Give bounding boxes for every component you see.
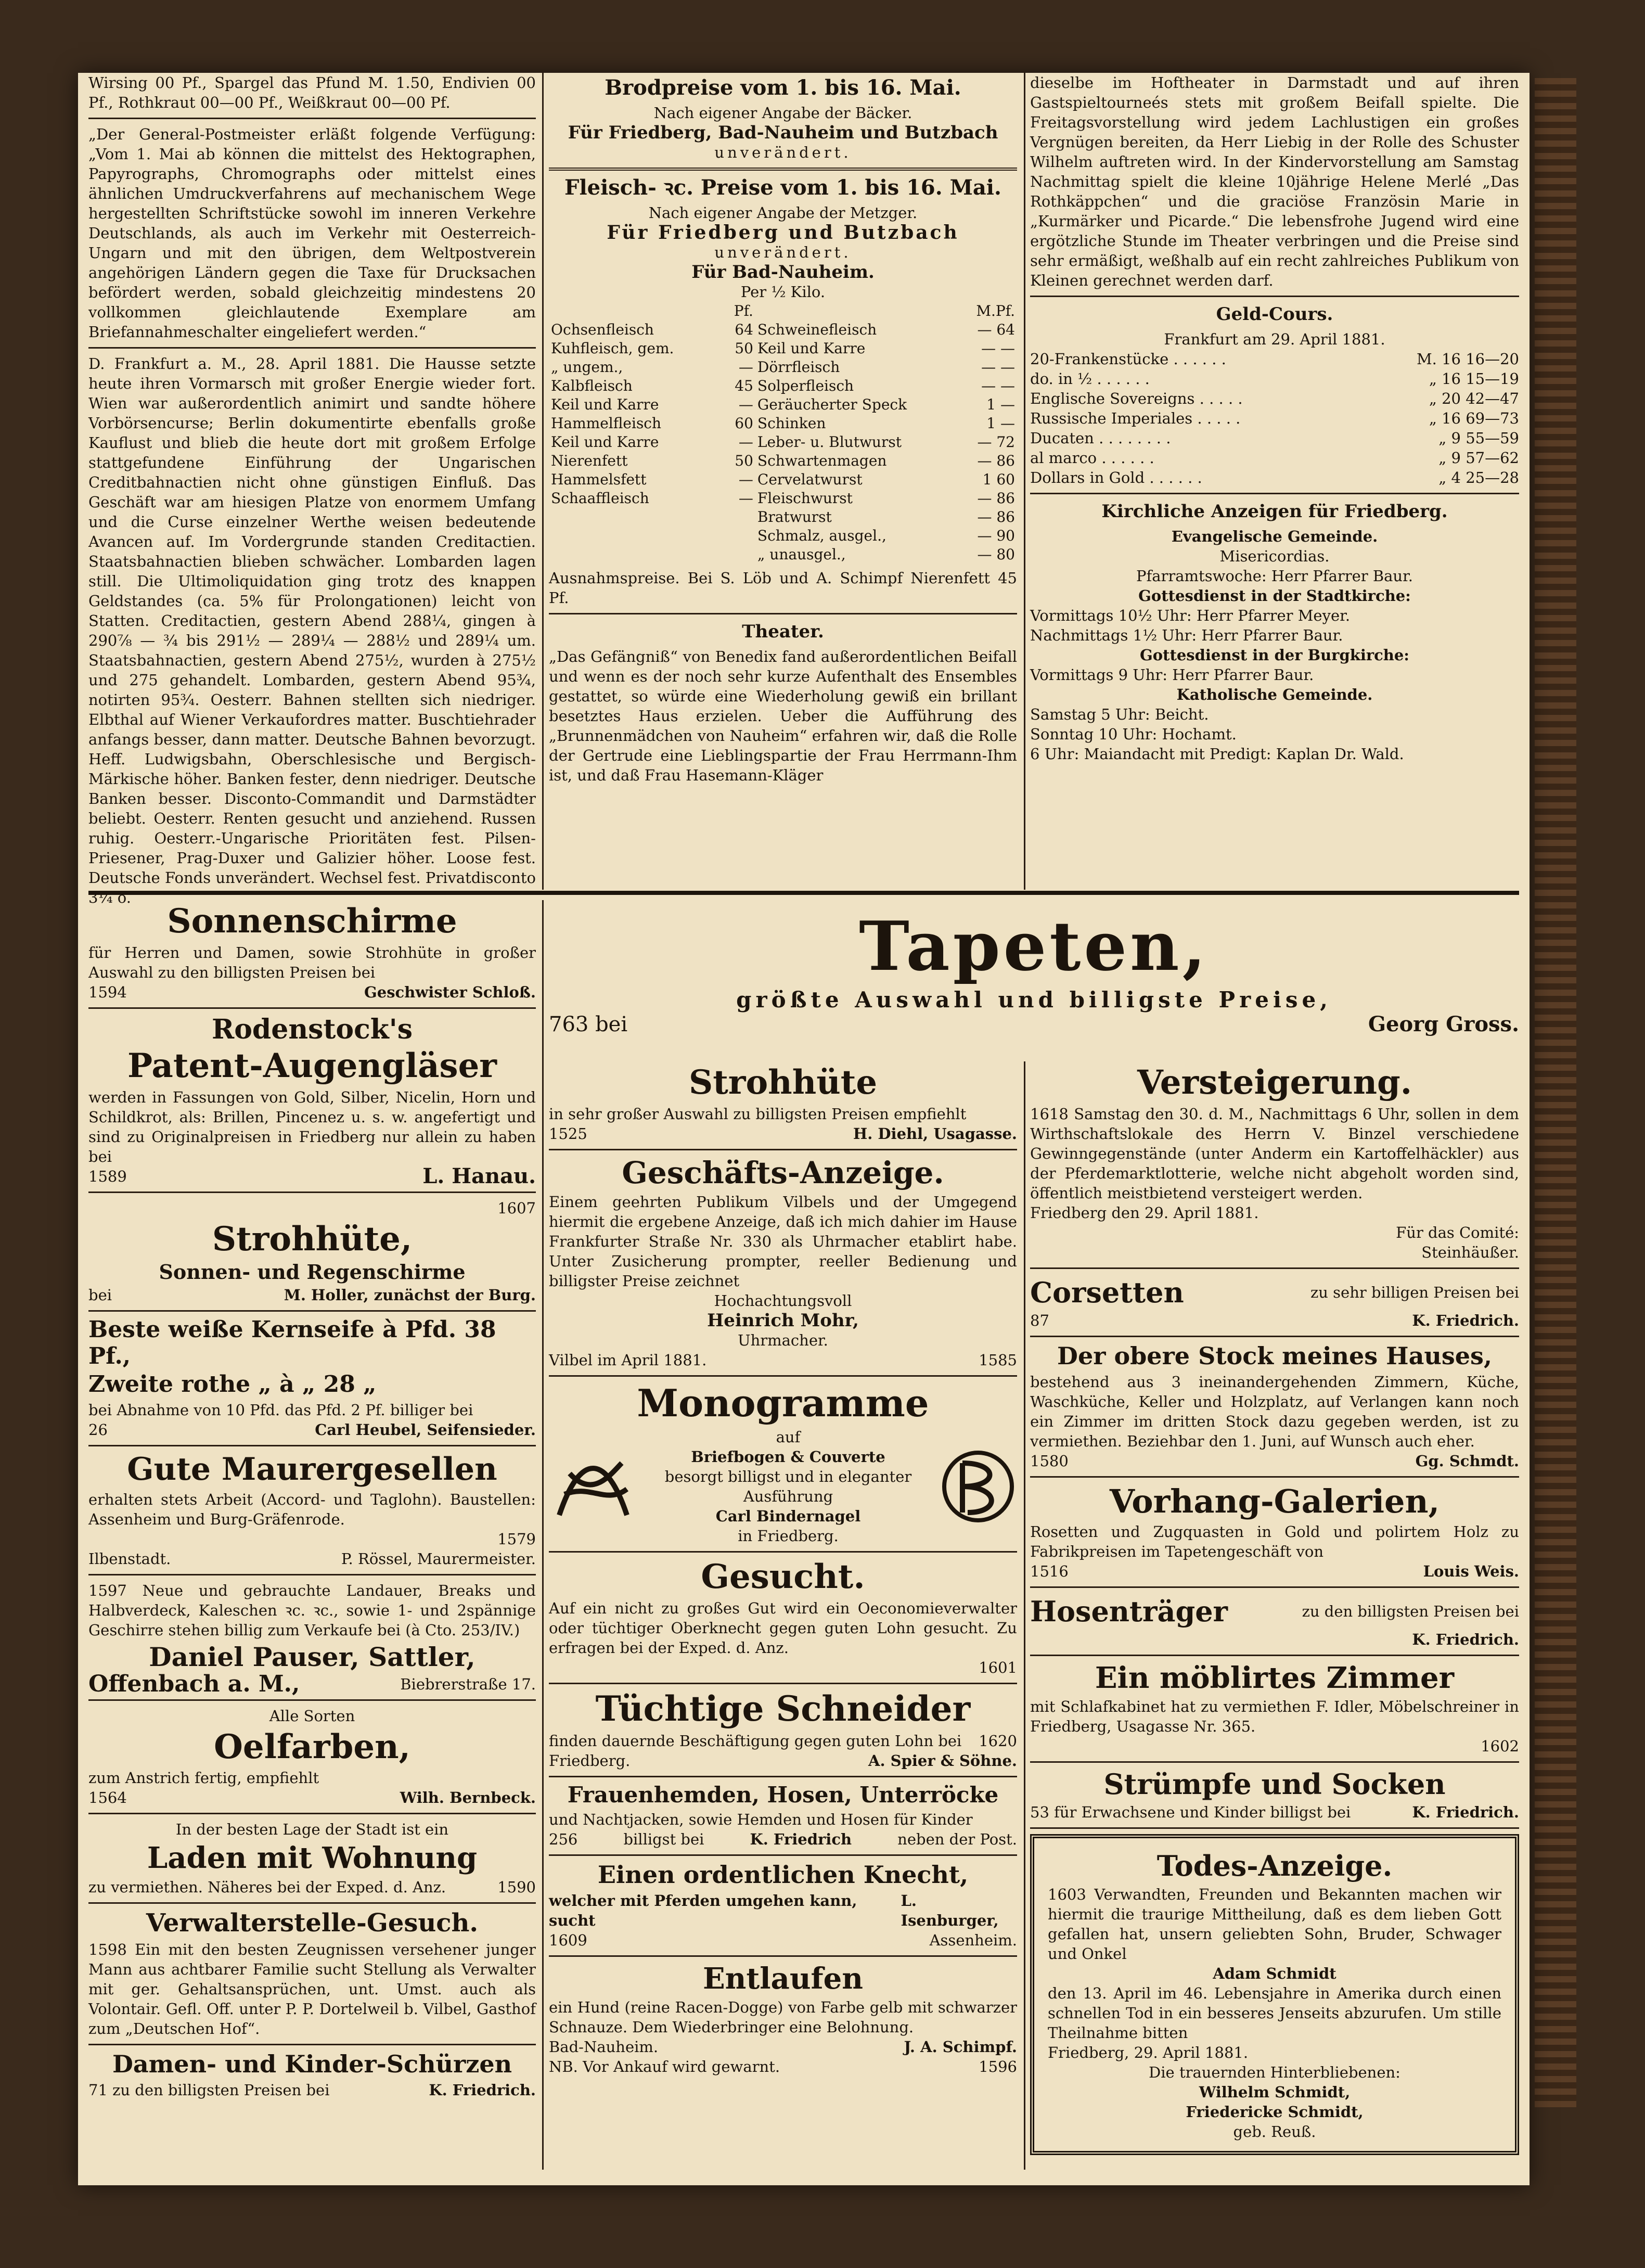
vorhang-text: Rosetten und Zugquasten in Gold und polirtem Holz zu Fabrikpreisen im Tapetengeschäft von — [1030, 1522, 1519, 1560]
meat-prices-status: unverändert. — [714, 244, 852, 261]
knecht-text: welcher mit Pferden umgehen kann, sucht — [549, 1891, 857, 1929]
corsetten-number: 87 — [1030, 1311, 1049, 1329]
rodenstock-title: Rodenstock's — [211, 1013, 413, 1045]
bread-prices-towns: Für Friedberg, Bad-Nauheim und Butzbach — [568, 122, 998, 143]
meat-price-cell: „ unausgel., — [757, 546, 846, 563]
exchange-rate-value: „ 20 42—47 — [1429, 390, 1519, 407]
corsetten-name: K. Friedrich. — [1412, 1311, 1519, 1329]
knecht-place: Assenheim. — [929, 1931, 1017, 1949]
death-notice-title: Todes-Anzeige. — [1156, 1849, 1393, 1883]
misericordias: Misericordias. — [1219, 547, 1330, 565]
geschaefts-name: Heinrich Mohr, — [707, 1310, 859, 1331]
meat-price-cell: Solperfleisch — [757, 377, 854, 394]
meat-price-cell: — — — [981, 358, 1015, 376]
vorhang-number: 1516 — [1030, 1562, 1069, 1580]
monogramme-line-2: besorgt billigst und in eleganter Ausführung — [664, 1468, 912, 1506]
geschaefts-number: 1585 — [979, 1351, 1017, 1369]
meat-prices-title: Fleisch- ꝛc. Preise vom 1. bis 16. Mai. — [564, 175, 1001, 200]
strohhuete-title: Strohhüte, — [212, 1219, 413, 1259]
afternoon-service: Nachmittags 1½ Uhr: Herr Pfarrer Baur. — [1030, 626, 1343, 644]
catholic-line-1: Samstag 5 Uhr: Beicht. — [1030, 706, 1209, 723]
maurer-number: 1579 — [497, 1530, 536, 1548]
zimmer-number: 1602 — [1481, 1737, 1519, 1756]
meat-price-cell: Schweinefleisch — [757, 321, 877, 338]
meat-price-row — [549, 452, 1017, 470]
exchange-rate-row — [1030, 408, 1519, 428]
meat-price-cell: — 72 — [977, 433, 1015, 451]
column-middle — [549, 73, 1017, 890]
catholic-line-2: Sonntag 10 Uhr: Hochamt. — [1030, 725, 1237, 743]
oelfarben-text: zum Anstrich fertig, empfiehlt — [88, 1769, 319, 1787]
frauenhemden-bei: billigst bei — [623, 1830, 704, 1848]
bread-prices-status: unverändert. — [714, 144, 852, 161]
bread-prices-source: Nach eigener Angabe der Bäcker. — [653, 104, 913, 122]
exchange-rates-title: Geld-Cours. — [1216, 304, 1333, 325]
struempfe-title: Strümpfe und Socken — [1103, 1767, 1446, 1801]
entlaufen-text: ein Hund (reine Racen-Dogge) von Farbe gelb mit schwarzer Schnauze. Dem Wiederbringer eine Belohnung. — [549, 1998, 1017, 2036]
hosentraeger-name: K. Friedrich. — [1412, 1630, 1519, 1648]
schuerzen-name: K. Friedrich. — [429, 2081, 536, 2099]
geschaefts-place: Vilbel im April 1881. — [549, 1351, 707, 1369]
strohhuete-diehl-name: H. Diehl, Usagasse. — [853, 1124, 1017, 1143]
strohhuete-diehl-title: Strohhüte — [688, 1063, 878, 1102]
geschaefts-greeting: Hochachtungsvoll — [714, 1292, 852, 1310]
meat-price-row — [549, 377, 1017, 395]
meat-price-cell: — — [738, 490, 753, 507]
geschaefts-title: Geschäfts-Anzeige. — [622, 1155, 944, 1190]
death-notice-signer-2: Friedericke Schmidt, — [1186, 2103, 1364, 2121]
unit-right: M.Pf. — [976, 302, 1015, 319]
kernseife-text: bei Abnahme von 10 Pfd. das Pfd. 2 Pf. billiger bei — [88, 1401, 473, 1419]
exchange-rate-label: Englische Sovereigns . . . . . — [1030, 390, 1243, 407]
strohhuete-diehl-number: 1525 — [549, 1124, 587, 1143]
death-notice — [1030, 1834, 1519, 2155]
versteigerung-name: Steinhäußer. — [1421, 1243, 1519, 1261]
meat-price-cell: Keil und Karre — [551, 396, 659, 413]
catholic-line-3: 6 Uhr: Maiandacht mit Predigt: Kaplan Dr. Wald. — [1030, 745, 1404, 763]
monogram-letter-icon — [939, 1442, 1017, 1531]
meat-price-cell: Schwartenmagen — [757, 452, 887, 469]
meat-price-cell: 50 — [735, 340, 753, 357]
meat-prices-towns: Für Friedberg und Butzbach — [607, 222, 959, 244]
schuerzen-title: Damen- und Kinder-Schürzen — [112, 2049, 512, 2078]
nauheim-heading: Für Bad-Nauheim. — [691, 262, 875, 283]
kernseife-line-1: Beste weiße Kernseife à Pfd. 38 Pf., — [88, 1316, 496, 1369]
kernseife-number: 26 — [88, 1421, 108, 1439]
sonnenschirme-text: für Herren und Damen, sowie Strohhüte in großer Auswahl zu den billigsten Preisen bei — [88, 943, 536, 981]
frauenhemden-post: neben der Post. — [897, 1830, 1017, 1848]
maurer-text: erhalten stets Arbeit (Accord- und Taglohn). Baustellen: Assenheim und Burg-Gräfenrode. — [88, 1491, 536, 1529]
strohhuete-number: 1607 — [497, 1199, 536, 1217]
exchange-rate-label: Russische Imperiales . . . . . — [1030, 409, 1241, 427]
versteigerung-text: 1618 Samstag den 30. d. M., Nachmittags 6 Uhr, sollen in dem Wirthschaftslokale des Herrn V. Binzel verschiedene Gewinngegenstände (unter Anderm ein Kartoffelhäckler) aus der Pferdemarktlotterie, welche nicht abgeholt worden sind, öffentlich meistbietend versteigert werden. — [1030, 1105, 1519, 1202]
knecht-number: 1609 — [549, 1931, 587, 1949]
ads-middle — [549, 1061, 1017, 2180]
schneider-text: finden dauernde Beschäftigung gegen guten Lohn bei — [549, 1732, 962, 1750]
exchange-rate-row — [1030, 369, 1519, 389]
market-prices-fragment: Wirsing 00 Pf., Spargel das Pfund M. 1.50, Endivien 00 Pf., Rothkraut 00—00 Pf., Weißkraut 00—00 Pf. — [88, 74, 536, 111]
meat-price-row — [549, 414, 1017, 433]
meat-price-cell: 1 — — [986, 396, 1015, 413]
bread-prices-title: Brodpreise vom 1. bis 16. Mai. — [605, 75, 961, 100]
verwalter-title: Verwalterstelle-Gesuch. — [146, 1908, 479, 1938]
meat-price-cell: Keil und Karre — [551, 433, 659, 451]
monogramme-name: Carl Bindernagel — [715, 1507, 861, 1526]
column-right — [1030, 73, 1519, 890]
schuerzen-text: 71 zu den billigsten Preisen bei — [88, 2081, 330, 2099]
versteigerung-place: Friedberg den 29. April 1881. — [1030, 1203, 1259, 1222]
column-rule — [1024, 73, 1025, 890]
ads-right — [1030, 1061, 1519, 2180]
monogramme-auf: auf — [776, 1428, 801, 1446]
vorhang-title: Vorhang-Galerien, — [1109, 1482, 1440, 1520]
oelfarben-number: 1564 — [88, 1789, 127, 1807]
monogram-ornament-icon — [549, 1442, 637, 1531]
stock-exchange-report: D. Frankfurt a. M., 28. April 1881. Die Hausse setzte heute ihren Vormarsch mit großer Energie wieder fort. Wien war außerordentlich animirt und sandte höhere Vorbörsencurse; Berlin dokumentirte ebenfalls große Kauflust und blieb die heute dort mit großem Erfolge stattgefundene Einführung der Ungarischen Creditbahnactien nicht ohne günstigen Einfluß. Das Geschäft war am hiesigen Platze von enormem Umfang und die Curse einzelner Werthe weisen bedeutende Avancen auf. Im Vordergrunde standen Creditactien. Staatsbahnactien blieben schwächer. Lombarden lagen still. Die Ultimoliquidation ging trotz des knappen Geldstandes (ca. 5% für Prolongationen) leicht von Statten. Creditactien, gestern Abend 288¼, gingen à 290⅞ — ¾ bis 291½ — 289¼ — 288½ und 289¼ um. Staatsbahnactien, gestern Abend 275½, wurden à 275½ und 275 gehandelt. Lombarden, gestern Abend 95¾, notirten 95¾. Oesterr. Bahnen stellten sich niedriger. Elbthal auf Wiener Verkaufordres matter. Buschtiehrader anfangs besser, dann matter. Deutsche Bahnen bevorzugt. Heff. Ludwigsbahn, Oberschlesische und Bergisch-Märkische höher. Banken fester, denn niedriger. Deutsche Banken besser. Disconto-Commandit und Darmstädter beliebt. Oesterr. Renten gesucht und anziehend. Russen ruhig. Oesterr.-Ungarische Prioritäten fest. Pilsen-Priesener, Prag-Duxer und Galizier höher. Loose fest. Deutsche Fonds unverändert. Wechsel fest. Privatdisconto 3¼ o. — [88, 355, 536, 906]
meat-price-cell — [549, 508, 715, 527]
castle-church-heading: Gottesdienst in der Burgkirche: — [1139, 646, 1410, 664]
parish-week: Pfarramtswoche: Herr Pfarrer Baur. — [1136, 567, 1413, 585]
castle-morning-service: Vormittags 9 Uhr: Herr Pfarrer Baur. — [1030, 666, 1314, 684]
column-rule — [542, 900, 544, 2170]
meat-price-cell: 1 — — [986, 415, 1015, 432]
meat-price-cell: — 64 — [977, 321, 1015, 338]
meat-price-cell: Nierenfett — [551, 452, 628, 469]
tapeten-name: Georg Gross. — [1368, 1011, 1519, 1036]
morning-service: Vormittags 10½ Uhr: Herr Pfarrer Meyer. — [1030, 607, 1351, 624]
maurer-place: Ilbenstadt. — [88, 1550, 171, 1568]
frauenhemden-text: und Nachtjacken, sowie Hemden und Hosen für Kinder — [549, 1810, 973, 1828]
exchange-rate-row — [1030, 468, 1519, 488]
meat-price-cell: — 86 — [977, 490, 1015, 507]
tapeten-subtitle: größte Auswahl und billigste Preise, — [736, 986, 1332, 1013]
versteigerung-for: Für das Comité: — [1396, 1223, 1519, 1241]
theater-continued: dieselbe im Hoftheater in Darmstadt und auf ihren Gastspieltourneés stets mit großem Beifall spielte. Die Freitagsvorstellung wird jedem Lachlustigen ein großes Vergnügen bereiten, da Herr Liebig in der Rolle des Schuster Wilhelm auftreten wird. In der Kindervorstellung am Samstag Nachmittag spielt die kleine 10jährige Helene Merlé „Das Rothkäppchen“ und die graciöse Französin Marie in „Kurmärker und Picarde.“ Die lebensfrohe Jugend wird eine ergötzliche Stunde im Theater verbringen und die Preise sind sehr ermäßigt, weßhalb auf ein recht zahlreiches Publikum von Kleinen gerechnet werden darf. — [1030, 74, 1519, 289]
struempfe-text: 53 für Erwachsene und Kinder billigst bei — [1030, 1803, 1351, 1822]
oelfarben-name: Wilh. Bernbeck. — [400, 1789, 536, 1807]
protestant-heading: Evangelische Gemeinde. — [1171, 528, 1378, 545]
exchange-rate-value: „ 9 57—62 — [1438, 449, 1519, 467]
oelfarben-pre: Alle Sorten — [269, 1707, 355, 1725]
exchange-rate-row — [1030, 428, 1519, 448]
unit-left: Pf. — [734, 302, 753, 319]
knecht-name: L. Isenburger, — [901, 1891, 999, 1929]
frauenhemden-number: 256 — [549, 1830, 578, 1848]
laden-text: zu vermiethen. Näheres bei der Exped. d. Anz. — [88, 1878, 446, 1896]
meat-price-cell: „ ungem., — [551, 358, 623, 376]
entlaufen-name: J. A. Schimpf. — [904, 2038, 1017, 2056]
hosentraeger-title: Hosenträger — [1030, 1594, 1228, 1628]
gesucht-number: 1601 — [979, 1658, 1017, 1676]
exchange-rate-label: al marco . . . . . . — [1030, 449, 1154, 467]
monogramme-place: in Friedberg. — [738, 1527, 839, 1545]
theater-text: „Das Gefängniß“ von Benedix fand außerordentlichen Beifall und wenn es der noch sehr kurze Aufenthalt des Ensembles gestattet, so würde eine Wiederholung gewiß ein brillant besetztes Haus erzielen. Ueber die Aufführung des „Brunnenmädchen von Nauheim“ erfahren wir, daß die Rolle der Gertrude eine Lieblingspartie der Frau Herrmann-Ihm ist, und daß Frau Hasemann-Kläger — [549, 648, 1017, 784]
meat-price-cell: Schmalz, ausgel., — [757, 527, 886, 544]
oelfarben-title: Oelfarben, — [214, 1727, 410, 1766]
stock-text: bestehend aus 3 ineinandergehenden Zimmern, Küche, Waschküche, Keller und Holzplatz, auf Verlangen kann noch ein Zimmer im dritten Stock dazu gegeben werden, ist zu vermiethen. Beziehbar den 1. Juni, auf Wunsch auch eher. — [1030, 1373, 1519, 1450]
geschaefts-text: Einem geehrten Publikum Vilbels und der Umgegend hiermit die ergebene Anzeige, daß ich mich dahier im Hause Frankfurter Straße Nr. 330 als Uhrmacher etablirt habe. Unter Zusicherung prompter, reeller Bedienung und billigster Preise zeichnet — [549, 1193, 1017, 1290]
schneider-name: A. Spier & Söhne. — [868, 1751, 1017, 1770]
death-notice-sign: Die trauernden Hinterbliebenen: — [1149, 2063, 1400, 2081]
meat-price-cell — [715, 508, 755, 527]
meat-price-cell: 1 60 — [982, 471, 1015, 488]
meat-price-cell: 45 — [735, 377, 753, 394]
column-left — [88, 73, 536, 906]
meat-price-row — [549, 527, 1017, 545]
meat-price-cell: — — [738, 358, 753, 376]
entlaufen-title: Entlaufen — [703, 1961, 863, 1996]
meat-price-cell: 64 — [735, 321, 753, 338]
meat-price-cell: Fleischwurst — [757, 490, 853, 507]
meat-price-cell: Geräucherter Speck — [757, 396, 907, 413]
meat-price-cell: — — [738, 396, 753, 413]
per-kilo: Per ½ Kilo. — [740, 283, 826, 301]
catholic-heading: Katholische Gemeinde. — [1176, 686, 1373, 703]
meat-price-cell: — — [738, 433, 753, 451]
meat-price-cell: Bratwurst — [757, 508, 832, 526]
meat-price-row — [549, 545, 1017, 564]
frauenhemden-title: Frauenhemden, Hosen, Unterröcke — [567, 1782, 999, 1808]
pauser-address: Biebrerstraße 17. — [400, 1675, 536, 1693]
meat-price-cell: Cervelatwurst — [757, 471, 863, 488]
meat-price-cell: Schinken — [757, 415, 826, 432]
entlaufen-nb: NB. Vor Ankauf wird gewarnt. — [549, 2058, 780, 2076]
verwalter-text: 1598 Ein mit den besten Zeugnissen versehener junger Mann aus achtbarer Familie sucht Stellung als Verwalter mit ger. Gehaltsansprüchen, unt. Umst. auch als Volontair. Gefl. Off. unter P. P. Dortelweil b. Vilbel, Gasthof zum „Deutschen Hof“. — [88, 1940, 536, 2038]
meat-price-cell: Ochsenfleisch — [551, 321, 654, 338]
meat-price-cell: Leber- u. Blutwurst — [757, 433, 902, 451]
meat-price-cell: — — — [981, 377, 1015, 394]
corsetten-title: Corsetten — [1030, 1275, 1184, 1309]
geschaefts-job: Uhrmacher. — [738, 1331, 828, 1350]
exchange-rate-label: Ducaten . . . . . . . . — [1030, 429, 1171, 447]
gesucht-text: Auf ein nicht zu großes Gut wird ein Oeconomieverwalter oder tüchtiger Oberknecht gegen guten Lohn gesucht. Zu erfragen bei der Exped. d. Anz. — [549, 1599, 1017, 1657]
death-notice-place: Friedberg, 29. April 1881. — [1048, 2043, 1249, 2061]
meat-price-cell: 50 — [735, 452, 753, 469]
struempfe-name: K. Friedrich. — [1412, 1803, 1519, 1822]
sonnenschirme-name: Geschwister Schloß. — [364, 983, 536, 1001]
tapeten-advert — [549, 905, 1519, 1061]
monogramme-title: Monogramme — [637, 1381, 929, 1426]
schneider-number: 1620 — [979, 1732, 1017, 1750]
corsetten-text: zu sehr billigen Preisen bei — [1310, 1283, 1519, 1301]
zimmer-title: Ein möblirtes Zimmer — [1095, 1660, 1455, 1695]
death-notice-text-2: den 13. April im 46. Lebensjahre in Amerika durch einen schnellen Tod in ein besseres Jenseits abzurufen. Um stille Theilnahme bitten — [1048, 1984, 1501, 2042]
maurer-title: Gute Maurergesellen — [127, 1451, 497, 1488]
meat-price-cell — [715, 545, 755, 564]
frauenhemden-name: K. Friedrich — [750, 1830, 852, 1848]
meat-price-cell: — 90 — [977, 527, 1015, 544]
exchange-rates-date: Frankfurt am 29. April 1881. — [1164, 330, 1385, 348]
laden-pre: In der besten Lage der Stadt ist ein — [175, 1821, 449, 1839]
meat-price-cell: Hammelfleisch — [551, 415, 662, 432]
exchange-rate-value: „ 16 69—73 — [1429, 409, 1519, 427]
vorhang-name: Louis Weis. — [1423, 1562, 1519, 1580]
theater-title: Theater. — [742, 621, 824, 642]
meat-price-cell: — — — [981, 340, 1015, 357]
column-rule — [542, 73, 544, 890]
exchange-rate-label: 20-Frankenstücke . . . . . . — [1030, 350, 1226, 368]
exchange-rate-label: do. in ½ . . . . . . — [1030, 370, 1150, 388]
stock-name: Gg. Schmdt. — [1415, 1452, 1519, 1470]
meat-price-cell: Schaaffleisch — [551, 490, 649, 507]
meat-price-cell: — — [738, 471, 753, 488]
meat-price-row — [549, 339, 1017, 358]
kernseife-line-2: Zweite rothe „ à „ 28 „ — [88, 1371, 377, 1398]
pauser-text: 1597 Neue und gebrauchte Landauer, Breaks und Halbverdeck, Kaleschen ꝛc. ꝛc., sowie 1- und 2spännige Geschirre stehen billig zum Verkaufe bei (à Cto. 253/IV.) — [88, 1582, 536, 1639]
stock-title: Der obere Stock meines Hauses, — [1057, 1341, 1492, 1370]
zimmer-text: mit Schlafkabinet hat zu vermiethen F. Idler, Möbelschreiner in Friedberg, Usagasse Nr. 365. — [1030, 1698, 1519, 1736]
exchange-rate-label: Dollars in Gold . . . . . . — [1030, 469, 1202, 486]
death-notice-signer-1: Wilhelm Schmidt, — [1199, 2083, 1351, 2101]
meat-price-cell: 60 — [735, 415, 753, 432]
patent-name: L. Hanau. — [422, 1163, 536, 1188]
schneider-title: Tüchtige Schneider — [595, 1688, 971, 1729]
kernseife-name: Carl Heubel, Seifensieder. — [315, 1421, 536, 1439]
entlaufen-place: Bad-Nauheim. — [549, 2038, 659, 2056]
monogramme-line-1: Briefbogen & Couverte — [691, 1448, 885, 1466]
postmaster-notice: „Der General-Postmeister erläßt folgende Verfügung: „Vom 1. Mai ab können die mittelst des Hektographen, Papyrographs, Chromographs oder mittelst eines ähnlichen Umdruckverfahrens auf mechanischem Wege hergestellten Schriftstücke sowohl im inneren Verkehre Deutschlands, als auch im Verkehr mit Oesterreich-Ungarn und mit den übrigen, dem Weltpostverein angehörigen Ländern gegen die Taxe für Drucksachen befördert werden, sobald gleichzeitig mindestens 20 vollkommen gleichlautende Exemplare am Briefannahmeschalter eingeliefert werden.“ — [88, 125, 536, 341]
meat-price-cell: Dörrfleisch — [757, 358, 840, 376]
meat-price-cell: Kalbfleisch — [551, 377, 633, 394]
column-rule — [1024, 1061, 1025, 2170]
exchange-rate-value: „ 16 15—19 — [1429, 370, 1519, 388]
gesucht-title: Gesucht. — [701, 1557, 865, 1597]
laden-title: Laden mit Wohnung — [147, 1841, 478, 1876]
laden-number: 1590 — [497, 1878, 536, 1896]
pauser-name: Daniel Pauser, Sattler, — [149, 1642, 475, 1673]
knecht-title: Einen ordentlichen Knecht, — [597, 1860, 969, 1889]
section-rule — [88, 891, 1519, 895]
death-notice-signer-3: geb. Reuß. — [1233, 2122, 1316, 2141]
newspaper-page — [78, 73, 1530, 2185]
meat-price-row — [549, 508, 1017, 527]
pauser-place: Offenbach a. M., — [88, 1670, 300, 1697]
schirme-subtitle: Sonnen- und Regenschirme — [159, 1260, 466, 1284]
exception-prices: Ausnahmspreise. Bei S. Löb und A. Schimpf Nierenfett 45 Pf. — [549, 569, 1017, 607]
patent-number: 1589 — [88, 1167, 127, 1185]
meat-price-row — [549, 321, 1017, 339]
death-notice-name: Adam Schmidt — [1213, 1964, 1336, 1982]
tapeten-number: 763 bei — [549, 1012, 628, 1036]
exchange-rate-row — [1030, 349, 1519, 369]
exchange-rate-row — [1030, 389, 1519, 408]
stock-number: 1580 — [1030, 1452, 1069, 1470]
death-notice-text: 1603 Verwandten, Freunden und Bekannten machen wir hiermit die traurige Mittheilung, daß es dem lieben Gott gefallen hat, unsern geliebten Sohn, Bruder, Schwager und Onkel — [1048, 1885, 1501, 1963]
hosentraeger-text: zu den billigsten Preisen bei — [1302, 1602, 1519, 1620]
exchange-rate-row — [1030, 448, 1519, 468]
ads-left — [88, 900, 536, 2180]
exchange-rate-value: „ 9 55—59 — [1438, 429, 1519, 447]
exchange-rate-value: M. 16 16—20 — [1416, 350, 1519, 368]
schneider-place: Friedberg. — [549, 1751, 631, 1770]
versteigerung-title: Versteigerung. — [1137, 1063, 1412, 1102]
sonnenschirme-number: 1594 — [88, 983, 127, 1001]
meat-price-cell — [549, 527, 715, 545]
city-church-heading: Gottesdienst in der Stadtkirche: — [1138, 587, 1411, 605]
meat-price-row — [549, 470, 1017, 489]
sonnenschirme-title: Sonnenschirme — [167, 902, 457, 941]
meat-price-cell: Keil und Karre — [757, 340, 866, 357]
maurer-name: P. Rössel, Maurermeister. — [341, 1550, 536, 1568]
meat-price-cell: — 80 — [977, 546, 1015, 563]
book-binding — [1535, 78, 1576, 2107]
meat-price-row — [549, 433, 1017, 452]
entlaufen-number: 1596 — [979, 2058, 1017, 2076]
church-notices-title: Kirchliche Anzeigen für Friedberg. — [1101, 501, 1448, 522]
patent-title: Patent-Augengläser — [127, 1046, 497, 1086]
meat-price-row — [549, 489, 1017, 508]
meat-price-cell — [715, 527, 755, 545]
meat-price-cell: Hammelsfett — [551, 471, 647, 488]
meat-price-table — [549, 302, 1017, 564]
meat-price-row — [549, 395, 1017, 414]
meat-prices-source: Nach eigener Angabe der Metzger. — [648, 204, 918, 222]
exchange-rate-value: „ 4 25—28 — [1438, 469, 1519, 486]
meat-price-cell — [549, 545, 715, 564]
meat-price-cell: — 86 — [977, 452, 1015, 469]
meat-price-cell: — 86 — [977, 508, 1015, 526]
meat-price-row — [549, 358, 1017, 377]
tapeten-title: Tapeten, — [859, 906, 1209, 986]
meat-price-cell: Kuhfleisch, gem. — [551, 340, 674, 357]
patent-text: werden in Fassungen von Gold, Silber, Nicelin, Horn und Schildkrot, als: Brillen, Pincenez u. s. w. angefertigt und sind zu Originalpreisen in Friedberg nur allein zu haben bei — [88, 1088, 536, 1165]
strohhuete-diehl-text: in sehr großer Auswahl zu billigsten Preisen empfiehlt — [549, 1105, 967, 1123]
strohhuete-name: M. Holler, zunächst der Burg. — [284, 1286, 536, 1304]
exchange-rates-list — [1030, 349, 1519, 488]
strohhuete-bei: bei — [88, 1286, 112, 1304]
